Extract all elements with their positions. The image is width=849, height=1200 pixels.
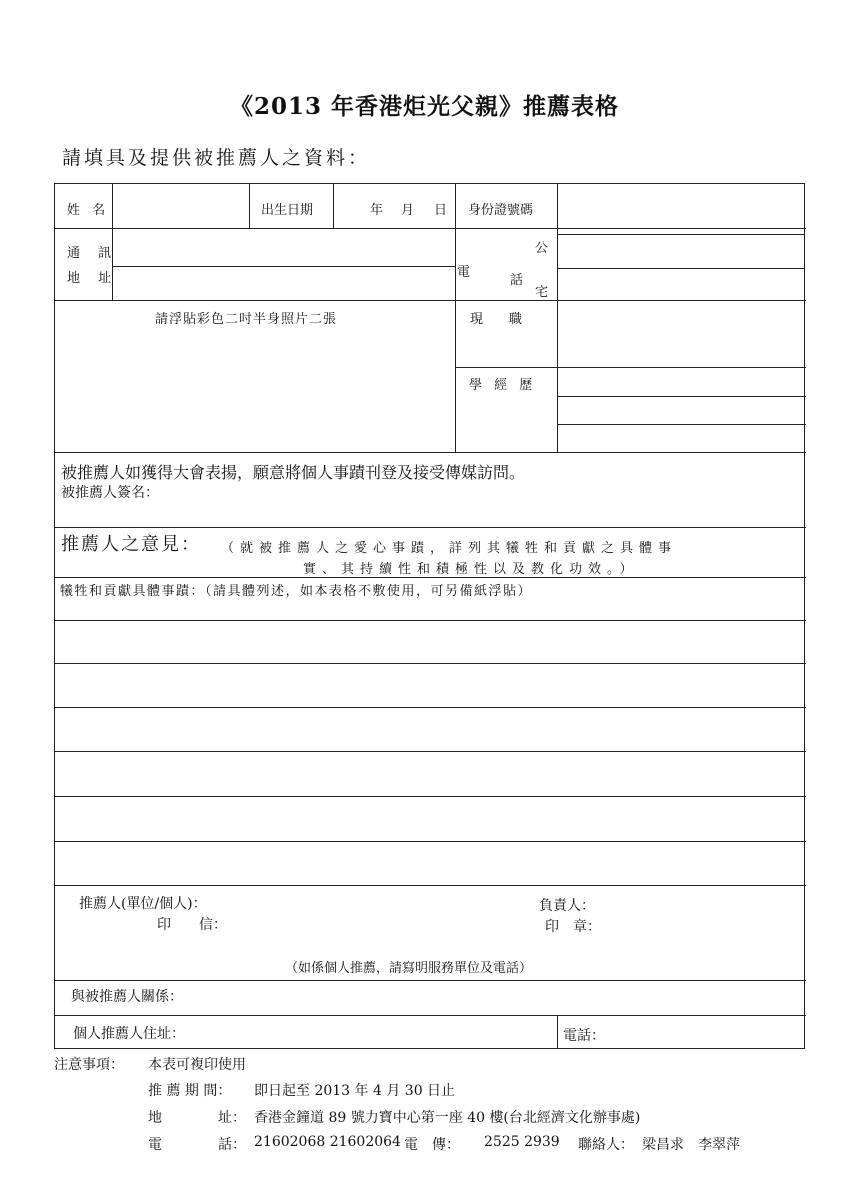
row-divider-photo bbox=[55, 452, 806, 453]
phone-home-label: 宅 bbox=[535, 285, 549, 300]
recommender-seal-label: 印 信： bbox=[157, 917, 227, 933]
form-subtitle: 請填具及提供被推薦人之資料： bbox=[62, 147, 371, 169]
notes-label: 注意事項： bbox=[54, 1057, 124, 1073]
row-divider-relationship bbox=[55, 980, 806, 981]
col-divider-name-value bbox=[249, 184, 250, 228]
address-input-area[interactable] bbox=[117, 234, 451, 296]
phone-office-input[interactable] bbox=[561, 236, 801, 266]
opinion-label: 推薦人之意見： bbox=[61, 534, 201, 555]
photo-instruction: 請浮貼彩色二吋半身照片二張 bbox=[155, 312, 338, 327]
tel-label: 電 話： bbox=[148, 1137, 246, 1153]
deeds-label: 犧牲和貢獻具體事蹟：（請具體列述，如本表格不敷使用，可另備紙浮貼） bbox=[60, 584, 533, 599]
phone-home-line bbox=[557, 268, 804, 269]
recommender-org-label: 推薦人(單位/個人)： bbox=[79, 896, 207, 912]
address-label: 地 址： bbox=[148, 1110, 246, 1126]
name-input-area[interactable] bbox=[117, 190, 245, 222]
education-label: 學 經 歷 bbox=[469, 378, 537, 393]
personal-address-label: 個人推薦人住址： bbox=[73, 1026, 185, 1042]
phone-label-b: 話 bbox=[510, 273, 524, 288]
col-divider-right-block bbox=[455, 184, 456, 452]
education-input-area[interactable] bbox=[561, 370, 801, 450]
opinion-note-line1: （就被推薦人之愛心事蹟，詳列其犧牲和貢獻之具體事 bbox=[221, 541, 678, 556]
deeds-line-7 bbox=[55, 885, 806, 886]
row-divider-consent bbox=[55, 527, 806, 528]
period-label: 推 薦 期 間： bbox=[148, 1083, 232, 1099]
col-divider-birth-label bbox=[333, 184, 334, 228]
address-label-line1: 通 訊 bbox=[67, 246, 119, 261]
birth-month-label: 月 bbox=[401, 203, 415, 218]
recommender-phone-input[interactable] bbox=[615, 1018, 800, 1047]
personal-address-input[interactable] bbox=[205, 1018, 553, 1047]
row-divider-occupation bbox=[455, 367, 806, 368]
col-divider-phone bbox=[557, 1015, 558, 1049]
person-in-charge-input-area[interactable] bbox=[615, 890, 800, 938]
row-divider-name bbox=[55, 228, 806, 229]
name-label: 姓 名 bbox=[67, 203, 110, 218]
notes-copy: 本表可複印使用 bbox=[148, 1057, 246, 1073]
birth-year-label: 年 bbox=[370, 203, 384, 218]
phone-office-label: 公 bbox=[535, 241, 549, 256]
contact-label: 聯絡人： bbox=[578, 1137, 634, 1153]
recommender-phone-label: 電話： bbox=[563, 1028, 605, 1044]
occupation-input-area[interactable] bbox=[561, 304, 801, 364]
person-in-charge-label: 負責人： bbox=[539, 898, 595, 914]
relationship-label: 與被推薦人關係： bbox=[71, 989, 183, 1005]
id-number-input-area[interactable] bbox=[561, 190, 801, 222]
id-number-label: 身份證號碼 bbox=[468, 203, 534, 218]
tel-value: 21602068 21602064 bbox=[254, 1134, 401, 1150]
birth-date-label: 出生日期 bbox=[261, 203, 314, 218]
address-value: 香港金鐘道 89 號力寶中心第一座 40 樓(台北經濟文化辦事處) bbox=[254, 1110, 641, 1126]
photo-area[interactable] bbox=[59, 329, 451, 448]
form-title: 《2013 年香港炬光父親》推薦表格 bbox=[229, 93, 620, 120]
fax-value: 2525 2939 bbox=[484, 1134, 560, 1150]
deeds-writing-area[interactable] bbox=[59, 598, 801, 883]
signature-label: 被推薦人簽名： bbox=[61, 485, 159, 501]
contact-value: 梁昌求 李翠萍 bbox=[642, 1137, 740, 1153]
nomination-form bbox=[54, 183, 805, 1049]
personal-recommendation-note: （如係個人推薦，請寫明服務單位及電話） bbox=[285, 961, 533, 976]
phone-office-line bbox=[557, 234, 804, 235]
opinion-note-line2: 實、其持續性和積極性以及教化功效。） bbox=[303, 562, 639, 577]
birth-day-label: 日 bbox=[434, 203, 448, 218]
phone-home-input[interactable] bbox=[561, 270, 801, 298]
phone-label-a: 電 bbox=[457, 265, 471, 280]
row-divider-opinion bbox=[55, 577, 806, 578]
row-divider-address-recommender bbox=[55, 1015, 806, 1016]
col-divider-right-label bbox=[557, 184, 558, 452]
occupation-label: 現 職 bbox=[470, 312, 523, 327]
signature-area[interactable] bbox=[175, 480, 795, 520]
chop-label: 印 章： bbox=[545, 919, 601, 935]
address-label-line2: 地 址 bbox=[67, 271, 119, 286]
fax-label: 電 傳： bbox=[404, 1137, 460, 1153]
period-value: 即日起至 2013 年 4 月 30 日止 bbox=[254, 1083, 456, 1099]
relationship-input[interactable] bbox=[205, 983, 800, 1012]
recommender-input-area[interactable] bbox=[275, 890, 525, 938]
row-divider-address bbox=[55, 300, 806, 301]
consent-statement: 被推薦人如獲得大會表揚，願意將個人事蹟刊登及接受傳媒訪問。 bbox=[61, 463, 526, 482]
